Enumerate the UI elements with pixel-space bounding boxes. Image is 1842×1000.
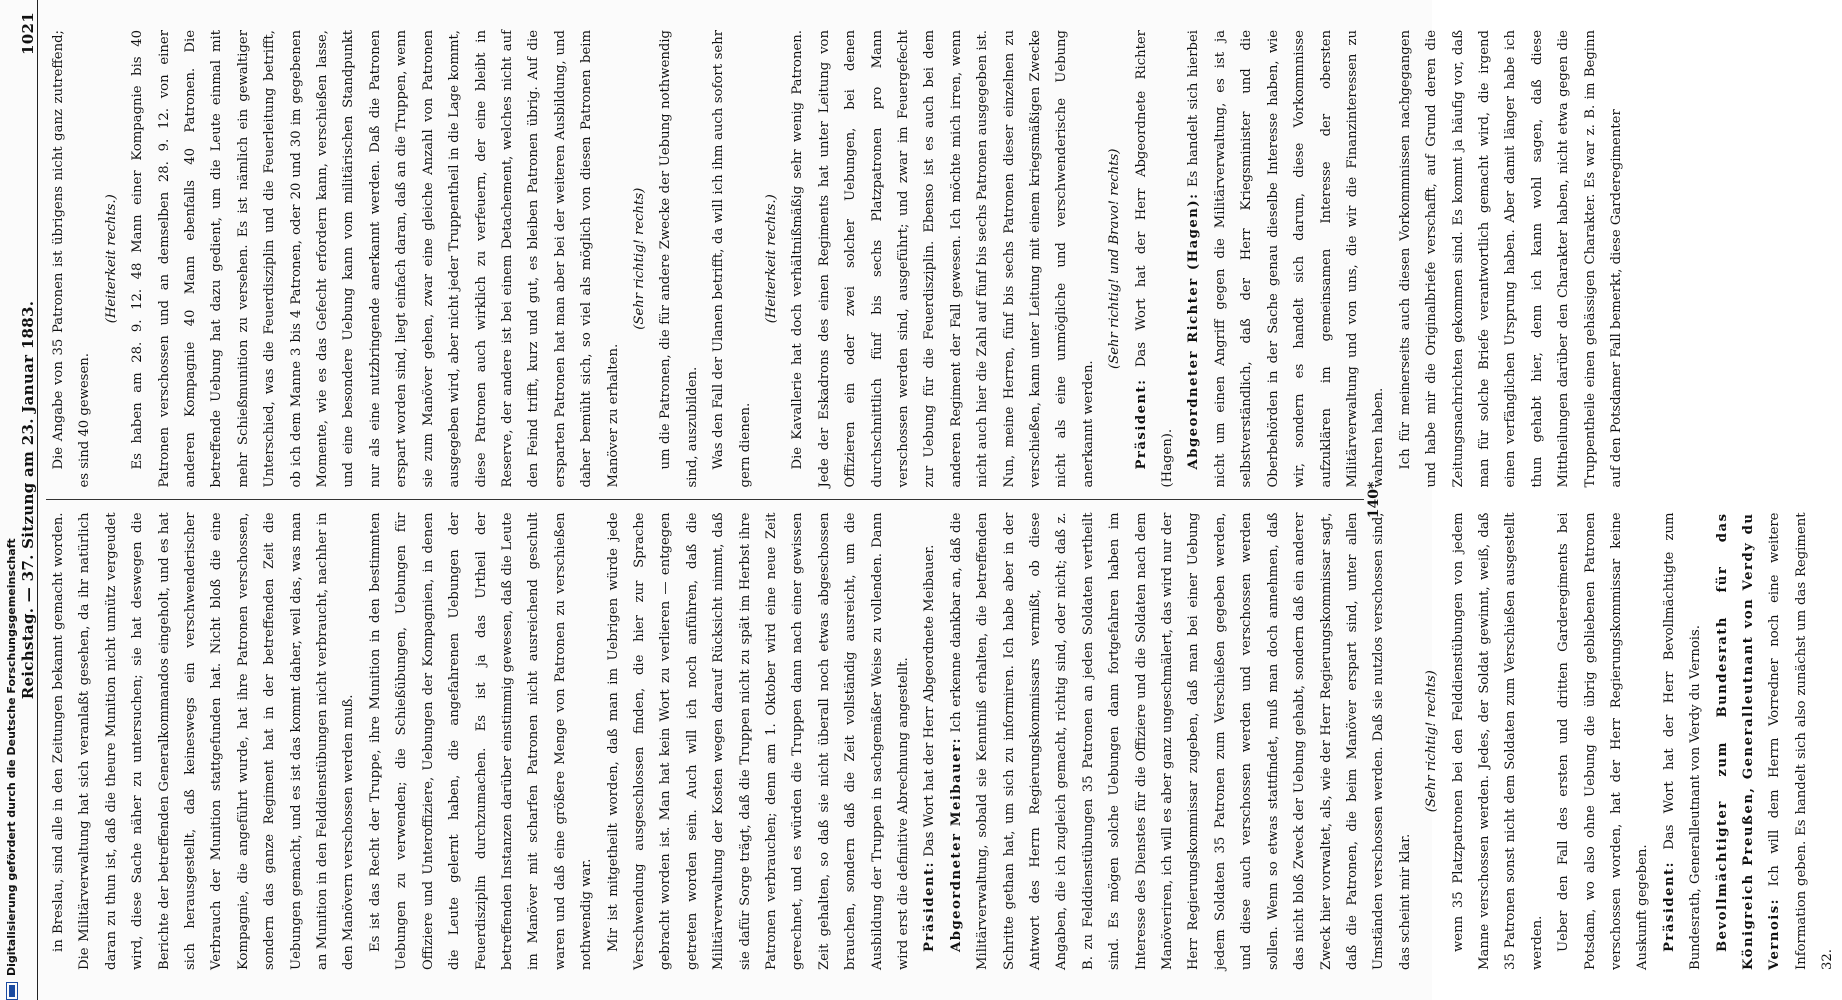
speech-text: Ich will dem Herrn Vorredner noch eine weitere Information geben. Es handelt sich also zunächst um das Regiment 32.: [1767, 512, 1836, 970]
speech-text: Das Wort hat der Herr Abgeordnete Meibauer.: [922, 544, 938, 861]
page-number: 1021: [19, 12, 37, 55]
body-paragraph: in Breslau, sind alle in den Zeitungen bekannt gemacht worden. Die Militärverwaltung hat sich veranlaßt gesehen, da ihr natürlich daran zu thun ist, daß die theure Munition nicht unnütz vergeudet wird, diese Sache näher zu untersuchen; sie hat deswegen die Berichte der betreffenden Generalkommandos eingeholt, und es hat sich herausgestellt, daß keineswegs ein verschwenderischer Verbrauch der Munition stattgefunden hat. Nicht bloß die eine Kompagnie, die angeführt wurde, hat ihre Patronen verschossen, sondern das ganze Regiment hat in der betreffenden Zeit die Uebungen gemacht, und es ist das kommt daher, weil das, was man an Munition in den Felddienstübungen nicht verbraucht, nachher in den Manövern verschossen werden muß.: [51, 512, 357, 970]
body-paragraph: Mir ist mitgetheilt worden, daß man im Uebrigen würde jede Verschwendung ausgeschlossen finden, die hier zur Sprache gebracht worden ist. Man hat kein Wort zu verlieren — entgegen getreten worden sein. Auch will ich noch anführen, daß die Militärverwaltung der Kosten wegen darauf Rücksicht nimmt, daß sie dafür Sorge trägt, daß die Truppen nicht zu spät im Herbst ihre Patronen verbrauchen; denn am 1. Oktober wird eine neue Zeit gerechnet, und es würden die Truppen dann nach einer gewissen Zeit gehalten, so daß sie nicht überall noch etwas abgeschossen brauchen, sondern daß die Zeit vollständig ausreicht, um die Ausbildung der Truppen in sachgemäßer Weise zu vollenden. Dann wird erst die definitive Abrechnung angestellt.: [605, 512, 911, 970]
speech-paragraph: [917, 513, 943, 971]
stage-direction: (Sehr richtig! und Bravo! rechts): [1107, 148, 1123, 369]
footer-text: Digitalisierung gefördert durch die Deutsche Forschungsgemeinschaft: [5, 538, 18, 976]
body-paragraph: Die Kavallerie hat doch verhältnißmäßig sehr wenig Patronen. Jede der Eskadrons des einen Regiments hat unter Leitung von Offizieren ein oder zwei solcher Uebungen, bei denen durchschnittlich fünf bis sechs Platzpatronen pro Mann verschossen werden sind, ausgeführt; und zwar im Feuergefecht zur Uebung für die Feuerdisziplin. Ebenso ist es auch bei dem anderen Regiment der Fall gewesen. Ich möchte mich irren, wenn nicht auch hier die Zahl auf fünf bis sechs Patronen ausgegeben ist. Nun, meine Herren, fünf bis sechs Patronen dieser einzelnen zu verschießen, kann unter Leitung mit einem kriegsmäßigen Zwecke nicht als eine unmögliche und verschwenderische Uebung anerkannt werden.: [790, 30, 1096, 488]
stage-direction: (Sehr richtig! rechts): [631, 187, 647, 330]
speech-paragraph: [1181, 30, 1392, 488]
body-paragraph: um die Patronen, die für andere Zwecke der Uebung nothwendig sind, auszubilden.: [658, 30, 700, 488]
body-paragraph: Was den Fall der Ulanen betrifft, da will ich ihm auch sofort sehr gern dienen.: [711, 30, 753, 488]
page-title: Reichstag. — 37. Sitzung am 23. Januar 1883.: [19, 300, 37, 700]
speech-text: Das Wort hat der Herr Abgeordnete Richter (Hagen).: [1133, 30, 1176, 488]
body-paragraph: Die Angabe von 35 Patronen ist übrigens nicht ganz zutreffend; es sind 40 gewesen.: [51, 30, 93, 488]
left-column: [46, 501, 1836, 983]
speech-paragraph: [1657, 513, 1710, 971]
body-paragraph: Ueber den Fall des ersten und dritten Garderegiments bei Potsdam, wo also ohne Uebung die übrig gebliebenen Patronen verschossen worden, hat der Herr Regierungskommissar keine Auskunft gegeben.: [1556, 512, 1651, 970]
speaker-name: Präsident:: [922, 860, 938, 952]
stage-direction: (Heiterkeit rechts.): [763, 194, 779, 324]
speech-text: Ich erkenne dankbar an, daß die Militärverwaltung, sobald sie Kenntniß erhalten, die betreffenden Schritte gethan hat, um sich zu informiren. Ich habe aber in der Antwort des Herrn Regierungskommissars vermißt, ob diese Angaben, die ich zugleich gemacht, richtig sind, oder nicht; daß z. B. zu Felddienstübungen 35 Patronen an jeden Soldaten vertheilt sind. Es mögen solche Uebungen dann fortgefahren haben im Interesse des Dienstes für die Offiziere und die Soldaten nach dem Manöveriren, ich will es aber ganz ungeschmälert, das wird nur der Herr Regierungskommissar zugeben, daß man bei einer Uebung jedem Soldaten 35 Patronen zum Verschießen gegeben werden, und diese auch verschossen werden und verschossen werden sollen. Wenn so etwas stattfindet, muß man doch annehmen, daß das nicht bloß Zweck der Uebung gehabt, sondern daß ein anderer Zweck hier vorwaltet, als, wie der Herr Regierungskommissar sagt, daß die Patronen, die beim Manöver erspart sind, unter allen Umständen verschossen werden. Daß sie nutzlos verschossen sind, das scheint mir klar.: [948, 512, 1413, 970]
speaker-name: Präsident:: [1661, 860, 1677, 952]
stage-direction: (Heiterkeit rechts.): [103, 194, 119, 324]
speech-paragraph: [1710, 513, 1842, 971]
speaker-name: Abgeordneter Richter (Hagen):: [1186, 192, 1202, 470]
body-paragraph: Es haben am 28. 9. 12. 48 Mann einer Kompagnie bis 40 Patronen verschossen und an demselben 28. 9. 12. von einer anderen Kompagnie 40 Mann ebenfalls 40 Patronen. Die betreffende Uebung hat dazu gedient, um die Leute einmal mit mehr Schießmunition zu versehen. Es ist nämlich ein gewaltiger Unterschied, was die Feuerdisziplin und die Feuerleitung betrifft, ob ich dem Manne 3 bis 4 Patronen, oder 20 und 30 im gegebenen Momente, wie es das Gefecht erfordern kann, verschießen lasse, und eine besondere Uebung kann vom militärischen Standpunkt nur als eine nutzbringende anerkannt werden. Daß die Patronen erspart worden sind, liegt einfach daran, daß an die Truppen, wenn sie zum Manöver gehen, zwar eine gleiche Anzahl von Patronen ausgegeben wird, aber nicht jeder Truppentheil in die Lage kommt, diese Patronen auch wirklich zu verfeuern, der eine bleibt in Reserve, der andere ist bei einem Detachement, welches nicht auf den Feind trifft, kurz und gut, es bleiben Patronen übrig. Auf die ersparten Patronen hat man aber bei der weiteren Ausbildung, und daher bemüht sich, so viel als möglich von diesen Patronen beim Manöver zu erhalten.: [130, 30, 621, 488]
speaker-name: Präsident:: [1133, 378, 1149, 470]
dfg-logo-icon: [6, 982, 18, 1000]
signature-mark: 140*: [1366, 481, 1382, 519]
speech-paragraph: [944, 513, 1419, 971]
speaker-name: Bevollmächtigter zum Bundesrath für das Königreich Preußen, Generalleutnant von Verdy du Vernois:: [1714, 512, 1783, 970]
body-paragraph: Es ist das Recht der Truppe, ihre Munition in den bestimmten Uebungen zu verwenden; die Schießübungen, Uebungen für Offiziere und Unteroffiziere, Uebungen der Kompagnien, in denen die Leute gelernt haben, die angefahrenen Uebungen der Feuerdisziplin durchzumachen. Es ist ja das Urtheil der betreffenden Instanzen darüber einstimmig gewesen, daß die Leute im Manöver mit scharfen Patronen nicht ausreichend geschult waren und daß eine größere Menge von Patronen zu verschießen nothwendig war.: [367, 512, 595, 970]
speech-text: Das Wort hat der Herr Bevollmächtigte zum Bundesrath, Generalleutnant von Verdy du Vernois.: [1661, 512, 1704, 970]
footer-credit: [2, 0, 22, 1000]
speech-text: Es handelt sich hierbei nicht um einen Angriff gegen die Militärverwaltung, es ist ja selbstverständlich, daß der Herr Kriegsminister und die Oberbehörden in der Sache genau dieselbe Interesse haben, wie wir, sondern es handelt sich darum, diese Vorkommnisse aufzuklären im gemeinsamen Interesse der obersten Militärverwaltung und von uns, die wir die Finanzinteressen zu wahren haben.: [1186, 30, 1387, 488]
speaker-name: Abgeordneter Meibauer:: [948, 737, 964, 952]
stage-direction: (Sehr richtig! rechts): [1424, 670, 1440, 813]
body-paragraph: wenn 35 Platzpatronen bei den Felddienstübungen von jedem Manne verschossen werden. Jedes, der Soldat gewinnt, weiß, daß 35 Patronen sonst nicht dem Soldaten zum Verschießen ausgestellt werden.: [1450, 512, 1545, 970]
speech-paragraph: [1129, 30, 1182, 488]
body-paragraph: Ich für meinerseits auch diesen Vorkommnissen nachgegangen und habe mir die Originalbriefe verschafft, auf Grund deren die Zeitungsnachrichten gekommen sind. Es kommt ja häufig vor, daß man für solche Briefe verantwortlich gemacht wird, die irgend einen verfänglichen Ursprung haben. Aber damit länger habe ich thun gehabt hier, denn ich kann wohl sagen, daß diese Mittheilungen darüber den Charakter haben, nicht etwa gegen die Truppentheile einen gehässigen Charakter. Es war z. B. im Beginn auf den Potsdamer Fall bemerkt, diese Garderegimenter: [1397, 30, 1624, 488]
